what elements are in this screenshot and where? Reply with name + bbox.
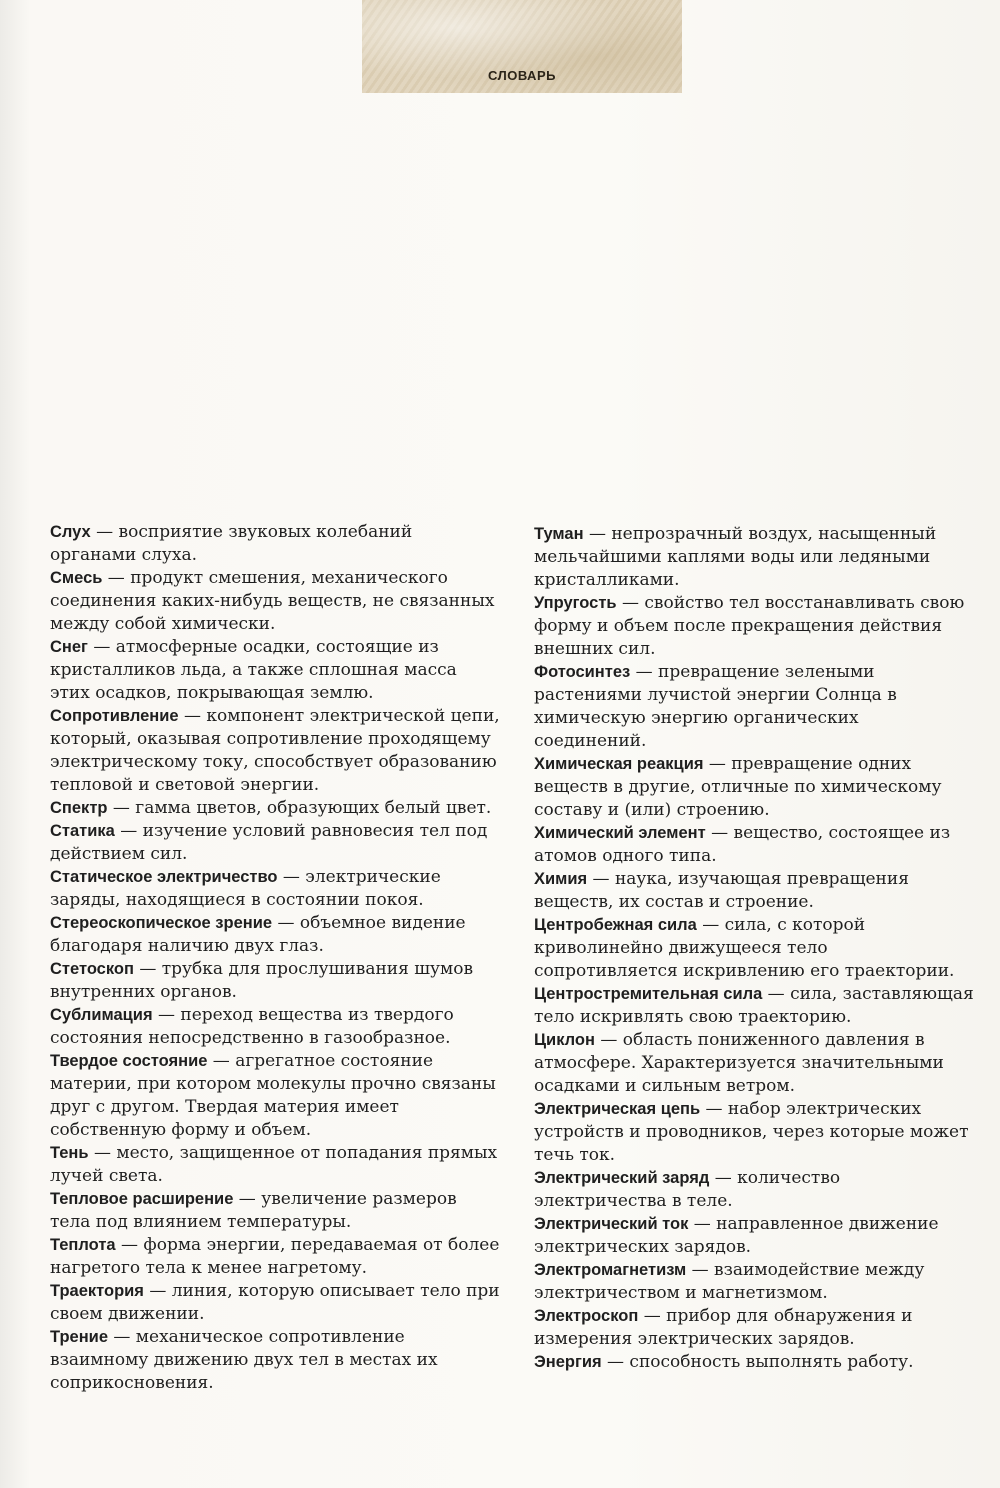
glossary-term: Снег xyxy=(50,638,88,656)
prism-spectrum-illustration xyxy=(170,180,838,480)
glossary-definition: — свойство тел восстанавливать свою форму и объем после прекращения действия внешних сил. xyxy=(534,593,965,659)
glossary-term: Электрический ток xyxy=(534,1215,689,1233)
glossary-definition: — электрические заряды, находящиеся в состоянии покоя. xyxy=(50,867,441,910)
glossary-entry xyxy=(534,523,974,592)
glossary-definition: — увеличение размеров тела под влиянием температуры. xyxy=(50,1189,457,1232)
glossary-entry xyxy=(534,1259,974,1305)
glossary-definition: — продукт смешения, механического соединения каких-нибудь веществ, не связанных между собой химически. xyxy=(50,568,495,634)
glossary-term: Спектр xyxy=(50,799,108,817)
glossary-definition: — область пониженного давления в атмосфере. Характеризуется значительными осадками и сильным ветром. xyxy=(534,1030,944,1096)
glossary-entry xyxy=(50,1004,500,1050)
glossary-definition: — направленное движение электрических зарядов. xyxy=(534,1214,939,1257)
glossary-entry xyxy=(50,1142,500,1188)
glossary-definition: — непрозрачный воздух, насыщенный мельчайшими каплями воды или ледяными кристалликами. xyxy=(534,524,937,590)
glossary-definition: — агрегатное состояние материи, при котором молекулы прочно связаны друг с другом. Твердая материя имеет собственную форму и объем. xyxy=(50,1051,496,1140)
glossary-definition: — набор электрических устройств и проводников, через которые может течь ток. xyxy=(534,1099,969,1165)
glossary-term: Тепловое расширение xyxy=(50,1190,234,1208)
glossary-term: Фотосинтез xyxy=(534,663,631,681)
glossary-term: Туман xyxy=(534,525,584,543)
glossary-definition: — изучение условий равновесия тел под действием сил. xyxy=(50,821,488,864)
glossary-term: Электрическая цепь xyxy=(534,1100,701,1118)
glossary-term: Статика xyxy=(50,822,115,840)
glossary-definition: — механическое сопротивление взаимному движению двух тел в местах их соприкосновения. xyxy=(50,1327,438,1393)
glossary-definition: — взаимодействие между электричеством и магнетизмом. xyxy=(534,1260,925,1303)
glossary-definition: — место, защищенное от попадания прямых лучей света. xyxy=(50,1143,498,1186)
glossary-entry xyxy=(534,1351,974,1374)
glossary-entry xyxy=(534,1167,974,1213)
section-title: СЛОВАРЬ xyxy=(488,68,556,83)
glossary-definition: — сила, заставляющая тело искривлять свою траекторию. xyxy=(534,984,974,1027)
glossary-entry xyxy=(50,820,500,866)
glossary-entry xyxy=(50,912,500,958)
glossary-term: Трение xyxy=(50,1328,108,1346)
glossary-definition: — вещество, состоящее из атомов одного типа. xyxy=(534,823,951,866)
glossary-entry xyxy=(50,958,500,1004)
glossary-definition: — сила, с которой криволинейно движущееся тело сопротивляется искривлению его траектории. xyxy=(534,915,955,981)
glossary-entry xyxy=(50,797,500,820)
glossary-definition: — трубка для прослушивания шумов внутренних органов. xyxy=(50,959,474,1002)
glossary-entry xyxy=(534,1305,974,1351)
glossary-term: Теплота xyxy=(50,1236,116,1254)
glossary-definition: — способность выполнять работу. xyxy=(601,1352,914,1372)
glossary-definition: — превращение зелеными растениями лучистой энергии Солнца в химическую энергию органических соединений. xyxy=(534,662,897,751)
glossary-definition: — прибор для обнаружения и измерения электрических зарядов. xyxy=(534,1306,913,1349)
glossary-definition: — количество электричества в теле. xyxy=(534,1168,841,1211)
glossary-term: Сублимация xyxy=(50,1006,153,1024)
glossary-term: Статическое электричество xyxy=(50,868,278,886)
glossary-term: Стереоскопическое зрение xyxy=(50,914,273,932)
glossary-entry xyxy=(50,1050,500,1142)
glossary-term: Тень xyxy=(50,1144,89,1162)
glossary-term: Циклон xyxy=(534,1031,595,1049)
glossary-entry xyxy=(534,661,974,753)
glossary-entry xyxy=(50,636,500,705)
glossary-entry xyxy=(534,592,974,661)
glossary-term: Упругость xyxy=(534,594,617,612)
glossary-definition: — гамма цветов, образующих белый цвет. xyxy=(107,798,492,818)
glossary-entry xyxy=(50,567,500,636)
glossary-term: Траектория xyxy=(50,1282,144,1300)
glossary-definition: — объемное видение благодаря наличию двух глаз. xyxy=(50,913,466,956)
header-band xyxy=(362,0,682,93)
glossary-entry xyxy=(534,822,974,868)
glossary-term: Центробежная сила xyxy=(534,916,697,934)
glossary-term: Энергия xyxy=(534,1353,602,1371)
glossary-term: Химия xyxy=(534,870,588,888)
glossary-entry xyxy=(534,1098,974,1167)
glossary-entry xyxy=(534,868,974,914)
glossary-entry xyxy=(50,1280,500,1326)
glossary-column-left xyxy=(50,521,500,1395)
glossary-definition: — переход вещества из твердого состояния непосредственно в газообразное. xyxy=(50,1005,454,1048)
glossary-entry xyxy=(50,866,500,912)
glossary-term: Центростремительная сила xyxy=(534,985,763,1003)
glossary-term: Сопротивление xyxy=(50,707,179,725)
glossary-entry xyxy=(534,983,974,1029)
glossary-definition: — наука, изучающая превращения веществ, их состав и строение. xyxy=(534,869,909,912)
glossary-definition: — превращение одних веществ в другие, отличные по химическому составу и (или) строению. xyxy=(534,754,942,820)
glossary-entry xyxy=(50,1234,500,1280)
glossary-term: Электроскоп xyxy=(534,1307,639,1325)
glossary-entry xyxy=(534,1213,974,1259)
glossary-term: Химический элемент xyxy=(534,824,706,842)
glossary-definition: — форма энергии, передаваемая от более нагретого тела к менее нагретому. xyxy=(50,1235,500,1278)
glossary-entry xyxy=(50,1188,500,1234)
glossary-column-right xyxy=(534,523,974,1374)
glossary-term: Электрический заряд xyxy=(534,1169,710,1187)
glossary-term: Твердое состояние xyxy=(50,1052,208,1070)
glossary-entry xyxy=(50,705,500,797)
glossary-definition: — восприятие звуковых колебаний органами слуха. xyxy=(50,522,413,565)
glossary-entry xyxy=(534,1029,974,1098)
glossary-term: Электромагнетизм xyxy=(534,1261,687,1279)
glossary-term: Стетоскоп xyxy=(50,960,134,978)
glossary-term: Смесь xyxy=(50,569,103,587)
glossary-entry xyxy=(50,521,500,567)
glossary-term: Слух xyxy=(50,523,91,541)
glossary-entry xyxy=(534,753,974,822)
glossary-definition: — атмосферные осадки, состоящие из кристалликов льда, а также сплошная масса этих осадков, покрывающая землю. xyxy=(50,637,457,703)
glossary-entry xyxy=(534,914,974,983)
glossary-definition: — компонент электрической цепи, который, оказывая сопротивление проходящему электрическому току, способствует образованию тепловой и световой энергии. xyxy=(50,706,500,795)
glossary-definition: — линия, которую описывает тело при своем движении. xyxy=(50,1281,500,1324)
glossary-term: Химическая реакция xyxy=(534,755,704,773)
glossary-entry xyxy=(50,1326,500,1395)
